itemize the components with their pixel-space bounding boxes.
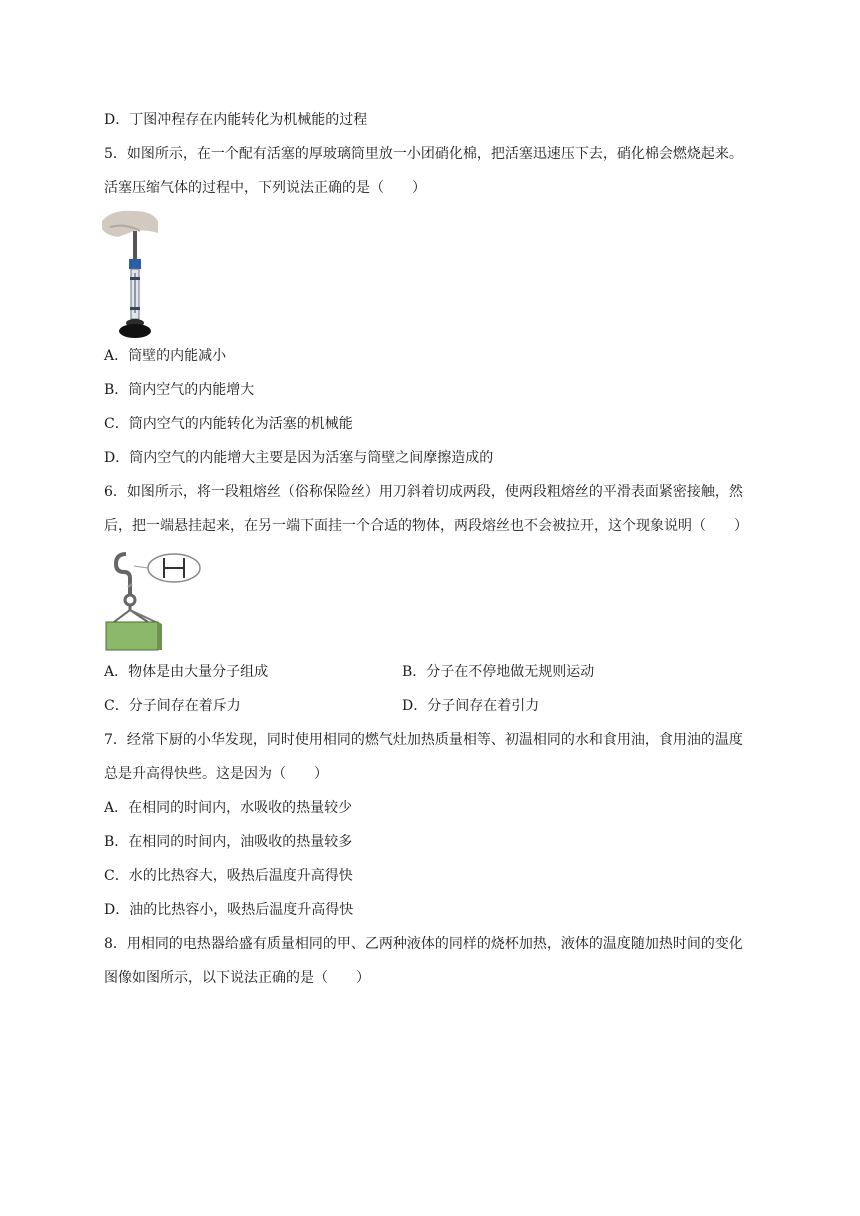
q5-option-c: C．筒内空气的内能转化为活塞的机械能 <box>104 416 353 432</box>
q5-option-b: B．筒内空气的内能增大 <box>104 382 255 398</box>
q5-option-a: A．筒壁的内能减小 <box>104 348 227 364</box>
q6-option-b: B．分子在不停地做无规则运动 <box>402 664 595 680</box>
q7-option-b: B．在相同的时间内，油吸收的热量较多 <box>104 834 353 850</box>
q7-option-a: A．在相同的时间内，水吸收的热量较少 <box>104 800 353 816</box>
q8-stem-line1: 8．用相同的电热器给盛有质量相同的甲、乙两种液体的同样的烧杯加热，液体的温度随加热时间的变化 <box>104 936 743 952</box>
q6-stem-line2: 后，把一端悬挂起来，在另一端下面挂一个合适的物体，两段熔丝也不会被拉开，这个现象说明（ ） <box>104 518 748 534</box>
q6-option-d: D．分子间存在着引力 <box>402 698 540 714</box>
q5-stem-line1: 5．如图所示，在一个配有活塞的厚玻璃筒里放一小团硝化棉，把活塞迅速压下去，硝化棉会燃烧起来。 <box>104 146 743 162</box>
q6-stem-line1: 6．如图所示，将一段粗熔丝（俗称保险丝）用刀斜着切成两段，使两段粗熔丝的平滑表面紧密接触，然 <box>104 484 743 500</box>
q7-option-c: C．水的比热容大，吸热后温度升高得快 <box>104 868 353 884</box>
q4-option-d: D．丁图冲程存在内能转化为机械能的过程 <box>104 112 368 128</box>
q6-option-c: C．分子间存在着斥力 <box>104 698 241 714</box>
piston-cylinder-figure <box>100 207 162 339</box>
q7-stem-line2: 总是升高得快些。这是因为（ ） <box>104 766 328 782</box>
q6-option-a: A．物体是由大量分子组成 <box>104 664 269 680</box>
q7-option-d: D．油的比热容小，吸热后温度升高得快 <box>104 902 354 918</box>
fuse-wire-figure <box>100 546 204 652</box>
q8-stem-line2: 图像如图所示，以下说法正确的是（ ） <box>104 970 370 986</box>
q7-stem-line1: 7．经常下厨的小华发现，同时使用相同的燃气灶加热质量相等、初温相同的水和食用油，食用油的温度 <box>104 732 743 748</box>
q5-option-d: D．筒内空气的内能增大主要是因为活塞与筒壁之间摩擦造成的 <box>104 450 494 466</box>
q5-stem-line2: 活塞压缩气体的过程中，下列说法正确的是（ ） <box>104 180 426 196</box>
